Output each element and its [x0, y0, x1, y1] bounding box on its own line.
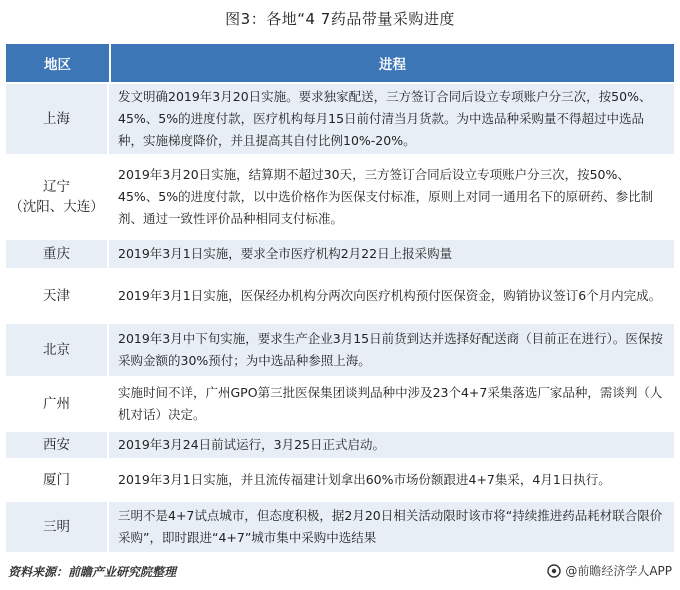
table-row [6, 324, 674, 378]
region-name: 北京 [43, 342, 70, 358]
region-name: 西安 [43, 437, 70, 453]
header-progress: 进程 [379, 57, 406, 73]
table-row [6, 270, 674, 324]
progress-cell: 三明不是4+7试点城市，但态度积极，据2月20日相关活动限时该市将“持续推进药品耗材联合限价采购”，即时跟进“4+7”城市集中采购中选结果 [118, 508, 663, 545]
progress-cell: 2019年3月1日实施，并且流传福建计划拿出60%市场份额跟进4+7集采，4月1日执行。 [118, 472, 611, 487]
header-region: 地区 [6, 44, 111, 82]
region-subname: （沈阳、大连） [9, 199, 104, 215]
region-name: 辽宁 [43, 179, 70, 195]
page-title: 图3：各地“4 7药品带量采购进度 [225, 10, 455, 28]
region-name: 广州 [43, 396, 70, 412]
progress-cell: 2019年3月1日实施，医保经办机构分两次向医疗机构预付医保资金，购销协议签订6个月内完成。 [118, 288, 662, 303]
progress-cell: 2019年3月24日前试运行，3月25日正式启动。 [118, 437, 386, 452]
table-row [6, 240, 674, 270]
progress-cell: 实施时间不详，广州GPO第三批医保集团谈判品种中涉及23个4+7采集落选厂家品种，需谈判（人机对话）决定。 [118, 385, 663, 422]
region-cell [6, 378, 109, 430]
region-cell [6, 502, 109, 552]
brand-text: @前瞻经济学人APP [565, 564, 672, 578]
table-row [6, 84, 674, 156]
progress-cell: 2019年3月20日实施，结算期不超过30天，三方签订合同后设立专项账户分三次，按50%、45%、5%的进度付款，以中选价格作为医保支付标准，原则上对同一通用名下的原研药、参比制剂、通过一致性评价品种相同支付标准。 [118, 167, 654, 226]
region-name: 厦门 [43, 472, 70, 488]
progress-cell: 发文明确2019年3月20日实施。要求独家配送，三方签订合同后设立专项账户分三次，按50%、45%、5%的进度付款，医疗机构每月15日前付清当月货款。为中选品种采购量不得超过中选品种，实施梯度降价，并且提高其自付比例10%-20%。 [118, 89, 652, 148]
table-row [6, 432, 674, 460]
region-name: 天津 [43, 288, 70, 304]
region-cell [6, 270, 109, 322]
progress-cell: 2019年3月1日实施，要求全市医疗机构2月22日上报采购量 [118, 246, 453, 261]
table-row [6, 378, 674, 432]
progress-table [6, 44, 674, 554]
region-name: 三明 [43, 519, 70, 535]
table-header [6, 44, 674, 82]
region-cell [6, 324, 109, 376]
region-name: 上海 [43, 111, 70, 127]
region-cell [6, 156, 109, 238]
table-row [6, 156, 674, 240]
region-cell [6, 84, 109, 154]
table-row [6, 460, 674, 502]
region-cell [6, 240, 109, 268]
footer [8, 560, 672, 582]
qianzhan-logo-icon [547, 564, 561, 578]
table-row [6, 502, 674, 554]
progress-cell: 2019年3月中下旬实施，要求生产企业3月15日前货到达并选择好配送商（目前正在进行）。医保按采购金额的30%预付；为中选品种参照上海。 [118, 331, 663, 368]
region-cell [6, 432, 109, 458]
brand-credit [547, 562, 672, 579]
region-name: 重庆 [43, 246, 70, 262]
region-cell [6, 460, 109, 500]
source-note: 资料来源：前瞻产业研究院整理 [8, 565, 177, 579]
